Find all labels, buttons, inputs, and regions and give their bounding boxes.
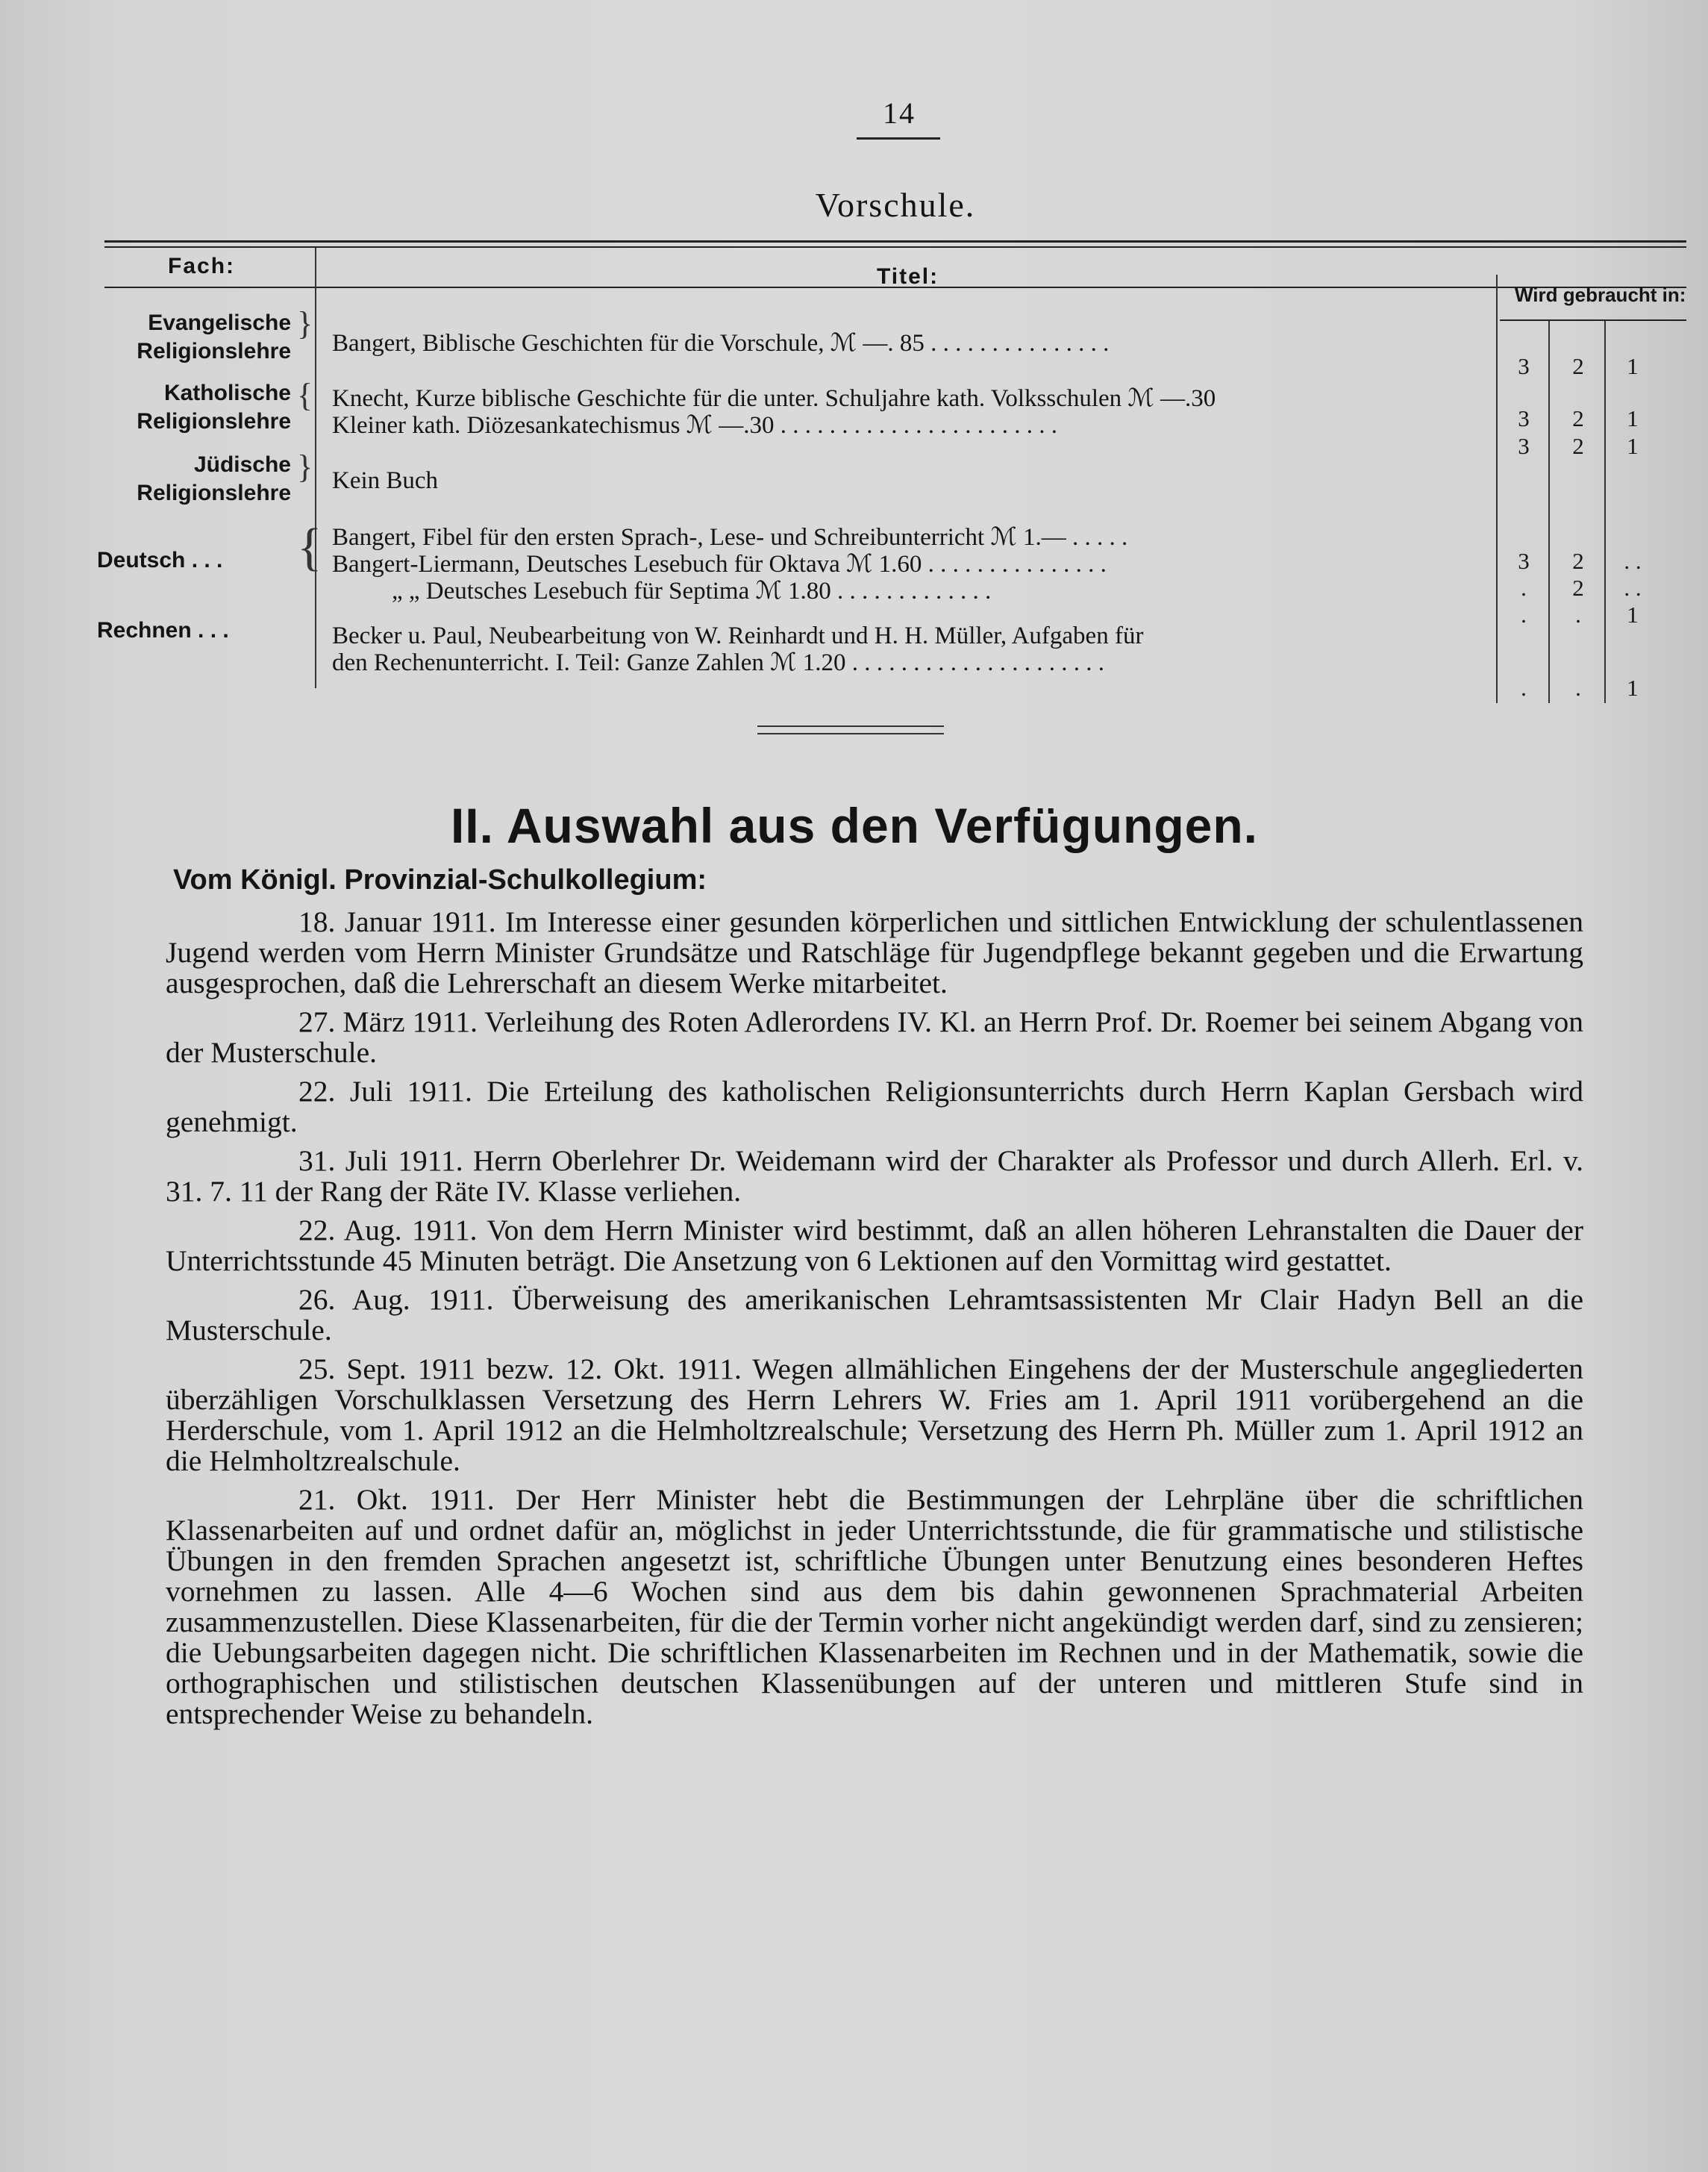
table-top-rule — [104, 240, 1686, 243]
subject-line: Rechnen . . . — [97, 618, 229, 643]
used-value: . . — [1624, 548, 1642, 574]
subject-col-rule — [315, 248, 316, 688]
table-top-rule-2 — [104, 246, 1686, 248]
subject-juedische — [104, 451, 291, 508]
sub-heading: Vom Königl. Provinzial-Schulkollegium: — [173, 864, 707, 896]
paragraph: 18. Januar 1911. Im Interesse einer gesunden körperlichen und sittlichen Entwicklung der schulentlassenen Jugend werden vom Herrn Minister Grundsätze und Ratschläge für Jugendpflege bekannt gegeben und die Erwartung ausgesprochen, daß die Lehrerschaft an diesem Werke mitarbeitet. — [166, 905, 1583, 999]
used-value: 3 — [1518, 433, 1530, 459]
title-line: den Rechenunterricht. I. Teil: Ganze Zahlen ℳ 1.20 . . . . . . . . . . . . . . . . . . . . . — [332, 649, 1104, 676]
subject-line: Religionslehre — [137, 339, 291, 363]
title-line: Kleiner kath. Diözesankatechismus ℳ —.30 . . . . . . . . . . . . . . . . . . . . . . . — [332, 412, 1057, 439]
used-value: 3 — [1518, 548, 1530, 574]
subject-line: Deutsch . . . — [97, 548, 223, 572]
subject-line: Katholische — [163, 381, 291, 405]
paragraph: 25. Sept. 1911 bezw. 12. Okt. 1911. Wegen allmählichen Eingehens der der Musterschule angegliederten überzähligen Vorschulklassen Versetzung des Herrn Lehrers W. Fries am 1. April 1911 vorübergehend an die Herderschule, vom 1. April 1912 an die Helmholtzrealschule; Versetzung des Herrn Ph. Müller zum 1. April 1912 an die Helmholtzrealschule. — [166, 1352, 1583, 1477]
head-title: Titel: — [877, 264, 939, 289]
used-value: 3 — [1518, 353, 1530, 379]
used-value: 1 — [1627, 405, 1639, 431]
head-subject: Fach: — [168, 254, 236, 278]
brace: { — [297, 519, 322, 576]
used-value: . — [1575, 675, 1581, 701]
subject-katholische — [104, 379, 291, 436]
subject-rechnen — [97, 617, 284, 645]
used-value: 1 — [1627, 675, 1639, 701]
main-heading: II. Auswahl aus den Verfügungen. — [450, 798, 1259, 853]
separator-rule — [757, 733, 944, 734]
paragraph: 22. Juli 1911. Die Erteilung des katholischen Religionsunterrichts durch Herrn Kaplan Gersbach wird genehmigt. — [166, 1075, 1583, 1138]
subject-line: Evangelische — [148, 310, 291, 335]
used-value: . — [1521, 602, 1527, 628]
used-head-rule — [1500, 319, 1686, 321]
used-value: 2 — [1572, 433, 1584, 459]
used-value: 1 — [1627, 433, 1639, 459]
subject-deutsch — [97, 546, 284, 575]
separator-rule — [757, 725, 944, 727]
subject-line: Jüdische — [193, 452, 291, 477]
paragraph: 26. Aug. 1911. Überweisung des amerikanischen Lehramtsassistenten Mr Clair Hadyn Bell an die Musterschule. — [166, 1283, 1583, 1346]
brace: { — [297, 377, 313, 414]
title-line: Becker u. Paul, Neubearbeitung von W. Reinhardt und H. H. Müller, Aufgaben für — [332, 622, 1144, 649]
used-col-rule-3 — [1604, 321, 1606, 703]
page-number-rule — [857, 137, 940, 140]
used-value: . — [1575, 602, 1581, 628]
subject-line: Religionslehre — [137, 481, 291, 505]
used-value: . — [1521, 675, 1527, 701]
title-line: Bangert, Biblische Geschichten für die Vorschule, ℳ —. 85 . . . . . . . . . . . . . . . — [332, 330, 1110, 357]
title-line: Knecht, Kurze biblische Geschichte für die unter. Schuljahre kath. Volksschulen ℳ —.30 — [332, 385, 1216, 412]
title-line: Bangert, Fibel für den ersten Sprach-, Lese- und Schreibunterricht ℳ 1.— . . . . . — [332, 524, 1128, 551]
title-line: Kein Buch — [332, 467, 439, 494]
used-value: 2 — [1572, 575, 1584, 601]
used-value: . . — [1624, 575, 1642, 601]
section-title: Vorschule. — [815, 186, 976, 224]
paragraph: 22. Aug. 1911. Von dem Herrn Minister wird bestimmt, daß an allen höheren Lehranstalten die Dauer der Unterrichtsstunde 45 Minuten beträgt. Die Ansetzung von 6 Lektionen auf den Vormittag wird gestattet. — [166, 1214, 1583, 1277]
used-value: 1 — [1627, 602, 1639, 628]
used-value: 2 — [1572, 548, 1584, 574]
paragraph: 31. Juli 1911. Herrn Oberlehrer Dr. Weidemann wird der Charakter als Professor und durch Allerh. Erl. v. 31. 7. 11 der Rang der Räte IV. Klasse verliehen. — [166, 1144, 1583, 1208]
title-line: Bangert-Liermann, Deutsches Lesebuch für Oktava ℳ 1.60 . . . . . . . . . . . . . . . — [332, 551, 1107, 578]
used-value: 3 — [1518, 405, 1530, 431]
book-table — [97, 237, 1686, 715]
used-value: 2 — [1572, 405, 1584, 431]
brace: } — [297, 305, 313, 342]
body-text — [166, 907, 1583, 1738]
subject-evangelische — [104, 309, 291, 366]
page-number: 14 — [883, 96, 916, 130]
title-line: „ „ Deutsches Lesebuch für Septima ℳ 1.80 . . . . . . . . . . . . . — [392, 578, 992, 605]
used-value: 1 — [1627, 353, 1639, 379]
paragraph: 21. Okt. 1911. Der Herr Minister hebt die Bestimmungen der Lehrpläne über die schriftlichen Klassenarbeiten auf und ordnet dafür an, möglichst in jeder Unterrichtsstunde, die für grammatische und stilistische Übungen in den fremden Sprachen angesetzt ist, schriftliche Übungen unter Benutzung eines besonderen Heftes vornehmen zu lassen. Alle 4—6 Wochen sind aus dem bis dahin gewonnenen Sprachmaterial Arbeiten zusammenzustellen. Diese Klassenarbeiten, für die der Termin vorher nicht angekündigt werden darf, sind zu zensieren; die Uebungsarbeiten dagegen nicht. Die schriftlichen Klassenarbeiten im Rechnen und in der Mathematik, sowie die orthographischen und stilistischen deutschen Klassenübungen auf der unteren und mittleren Stufe sind in entsprechender Weise zu behandeln. — [166, 1483, 1583, 1730]
used-value: 2 — [1572, 353, 1584, 379]
used-value: . — [1521, 575, 1527, 601]
head-used: Wird gebraucht in: — [1515, 284, 1686, 306]
paragraph: 27. März 1911. Verleihung des Roten Adlerordens IV. Kl. an Herrn Prof. Dr. Roemer bei seinem Abgang von der Musterschule. — [166, 1005, 1583, 1069]
brace: } — [297, 449, 313, 485]
subject-line: Religionslehre — [137, 409, 291, 434]
